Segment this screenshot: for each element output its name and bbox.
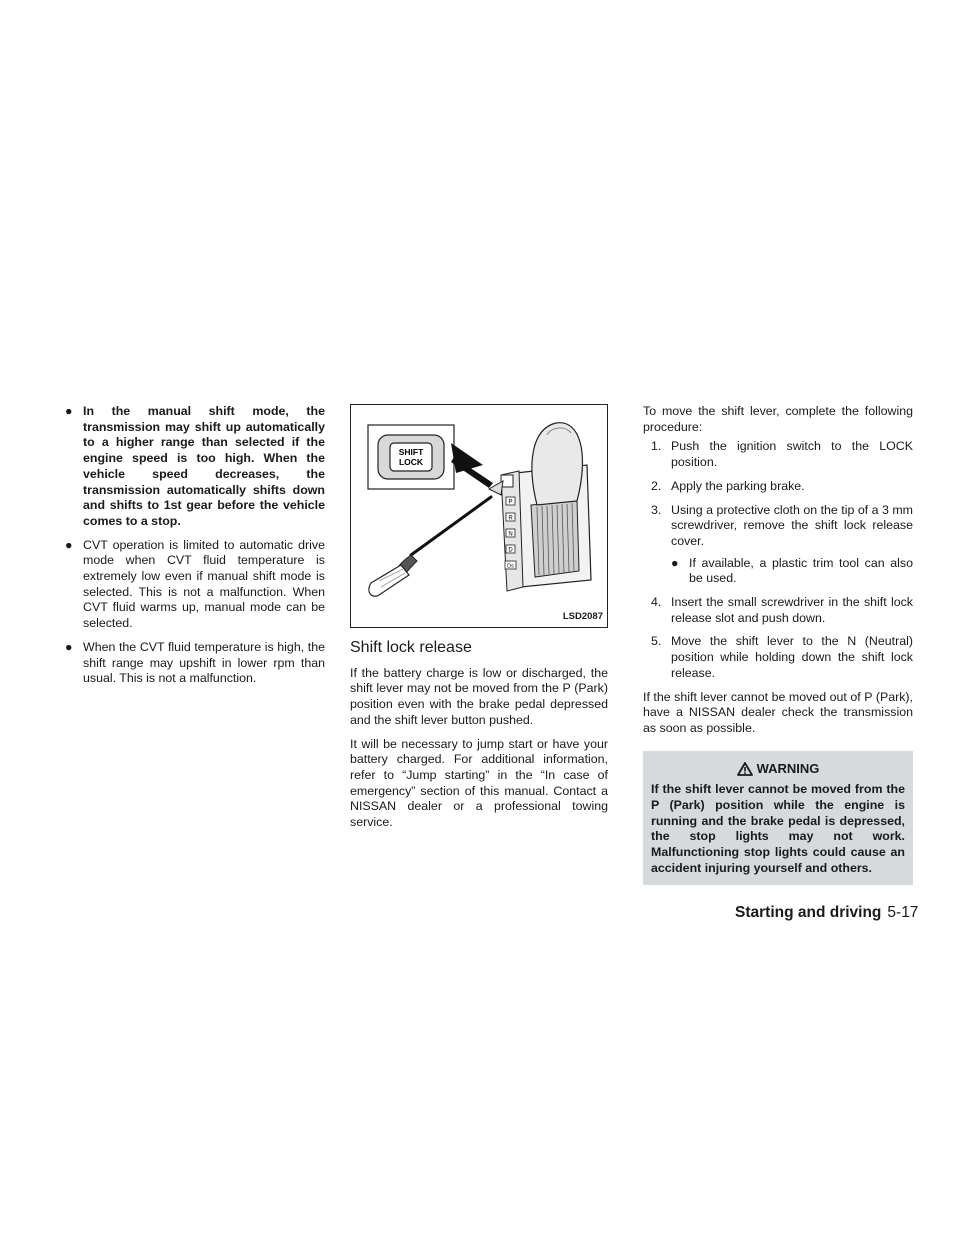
bullet-item xyxy=(65,404,325,530)
gear-letter: P xyxy=(508,499,513,506)
step-text: Move the shift lever to the N (Neutral) position while holding down the shift lock release. xyxy=(671,634,913,680)
procedure-step xyxy=(643,634,913,681)
warning-title: WARNING xyxy=(756,760,820,776)
procedure-step xyxy=(643,503,913,588)
column-middle xyxy=(350,404,608,839)
paragraph: It will be necessary to jump start or have your battery charged. For additional information, refer to “Jump starting” in the “In case of emergency” section of this manual. Contact a NISSAN dealer or a professional towing service. xyxy=(350,736,608,830)
bullet-item xyxy=(65,538,325,632)
section-title: Shift lock release xyxy=(350,639,472,656)
gear-letter: D xyxy=(508,547,513,554)
step-text: Push the ignition switch to the LOCK position. xyxy=(671,439,913,470)
sub-bullet-text: If available, a plastic trim tool can also be used. xyxy=(689,555,913,586)
paragraph: If the shift lever cannot be moved out of P (Park), have a NISSAN dealer check the transmission as soon as possible. xyxy=(643,689,913,735)
warning-header xyxy=(643,751,913,783)
shift-lever-illustration xyxy=(351,405,607,627)
bullet-dot-icon: ● xyxy=(65,404,73,418)
column-right xyxy=(643,404,913,885)
step-number: 1. xyxy=(651,439,662,454)
bullet-item xyxy=(65,640,325,687)
figure-code: LSD2087 xyxy=(562,611,603,623)
step-number: 3. xyxy=(651,502,662,517)
procedure-step xyxy=(643,439,913,470)
bullet-dot-icon: ● xyxy=(671,555,679,570)
footer-section: Starting and driving xyxy=(735,904,882,921)
bullet-dot-icon: ● xyxy=(65,537,73,552)
page-footer xyxy=(735,904,918,922)
page-number: 5-17 xyxy=(887,904,919,921)
step-text: Apply the parking brake. xyxy=(671,478,805,493)
procedure-intro: To move the shift lever, complete the following procedure: xyxy=(643,404,913,434)
step-text: Insert the small screwdriver in the shift lock release slot and push down. xyxy=(671,595,913,625)
warning-text: If the shift lever cannot be moved from the P (Park) position while the engine is running and the brake pedal is depressed, the stop lights may not work. Malfunctioning stop lights could cause an accident injuring yourself and others. xyxy=(651,782,905,875)
column-left xyxy=(65,404,325,695)
shift-lock-figure xyxy=(350,404,608,628)
step-number: 2. xyxy=(651,478,662,493)
gear-letter: Ds xyxy=(507,563,514,570)
warning-box xyxy=(643,751,913,885)
sub-bullet xyxy=(671,556,913,587)
warning-icon xyxy=(737,762,753,776)
bullet-text: CVT operation is limited to automatic drive mode when CVT fluid temperature is extremely low even if manual shift mode is selected. This is not a malfunction. When CVT fluid warms up, manual mode can be selected. xyxy=(83,537,325,631)
gear-letter: N xyxy=(508,531,513,538)
shift-lock-label-line1: SHIFT xyxy=(398,447,424,457)
paragraph: If the battery charge is low or discharged, the shift lever may not be moved from the P (Park) position even with the brake pedal depressed and the shift lever button pushed. xyxy=(350,665,608,727)
procedure-steps xyxy=(643,439,913,681)
step-number: 4. xyxy=(651,595,662,610)
step-number: 5. xyxy=(651,634,662,649)
bullet-text: When the CVT fluid temperature is high, the shift range may upshift in lower rpm than usual. This is not a malfunction. xyxy=(83,639,325,686)
bullet-dot-icon: ● xyxy=(65,639,73,654)
shift-lock-label-line2: LOCK xyxy=(398,457,424,467)
bullet-text: In the manual shift mode, the transmission may shift up automatically to a higher range than selected if the engine speed is too high. When the vehicle speed decreases, the transmission automatically shifts down and shifts to 1st gear before the vehicle comes to a stop. xyxy=(83,404,325,528)
step-text: Using a protective cloth on the tip of a 3 mm screwdriver, remove the shift lock release cover. xyxy=(671,502,913,548)
gear-letter: R xyxy=(508,515,513,522)
procedure-step xyxy=(643,479,913,495)
procedure-step xyxy=(643,595,913,626)
